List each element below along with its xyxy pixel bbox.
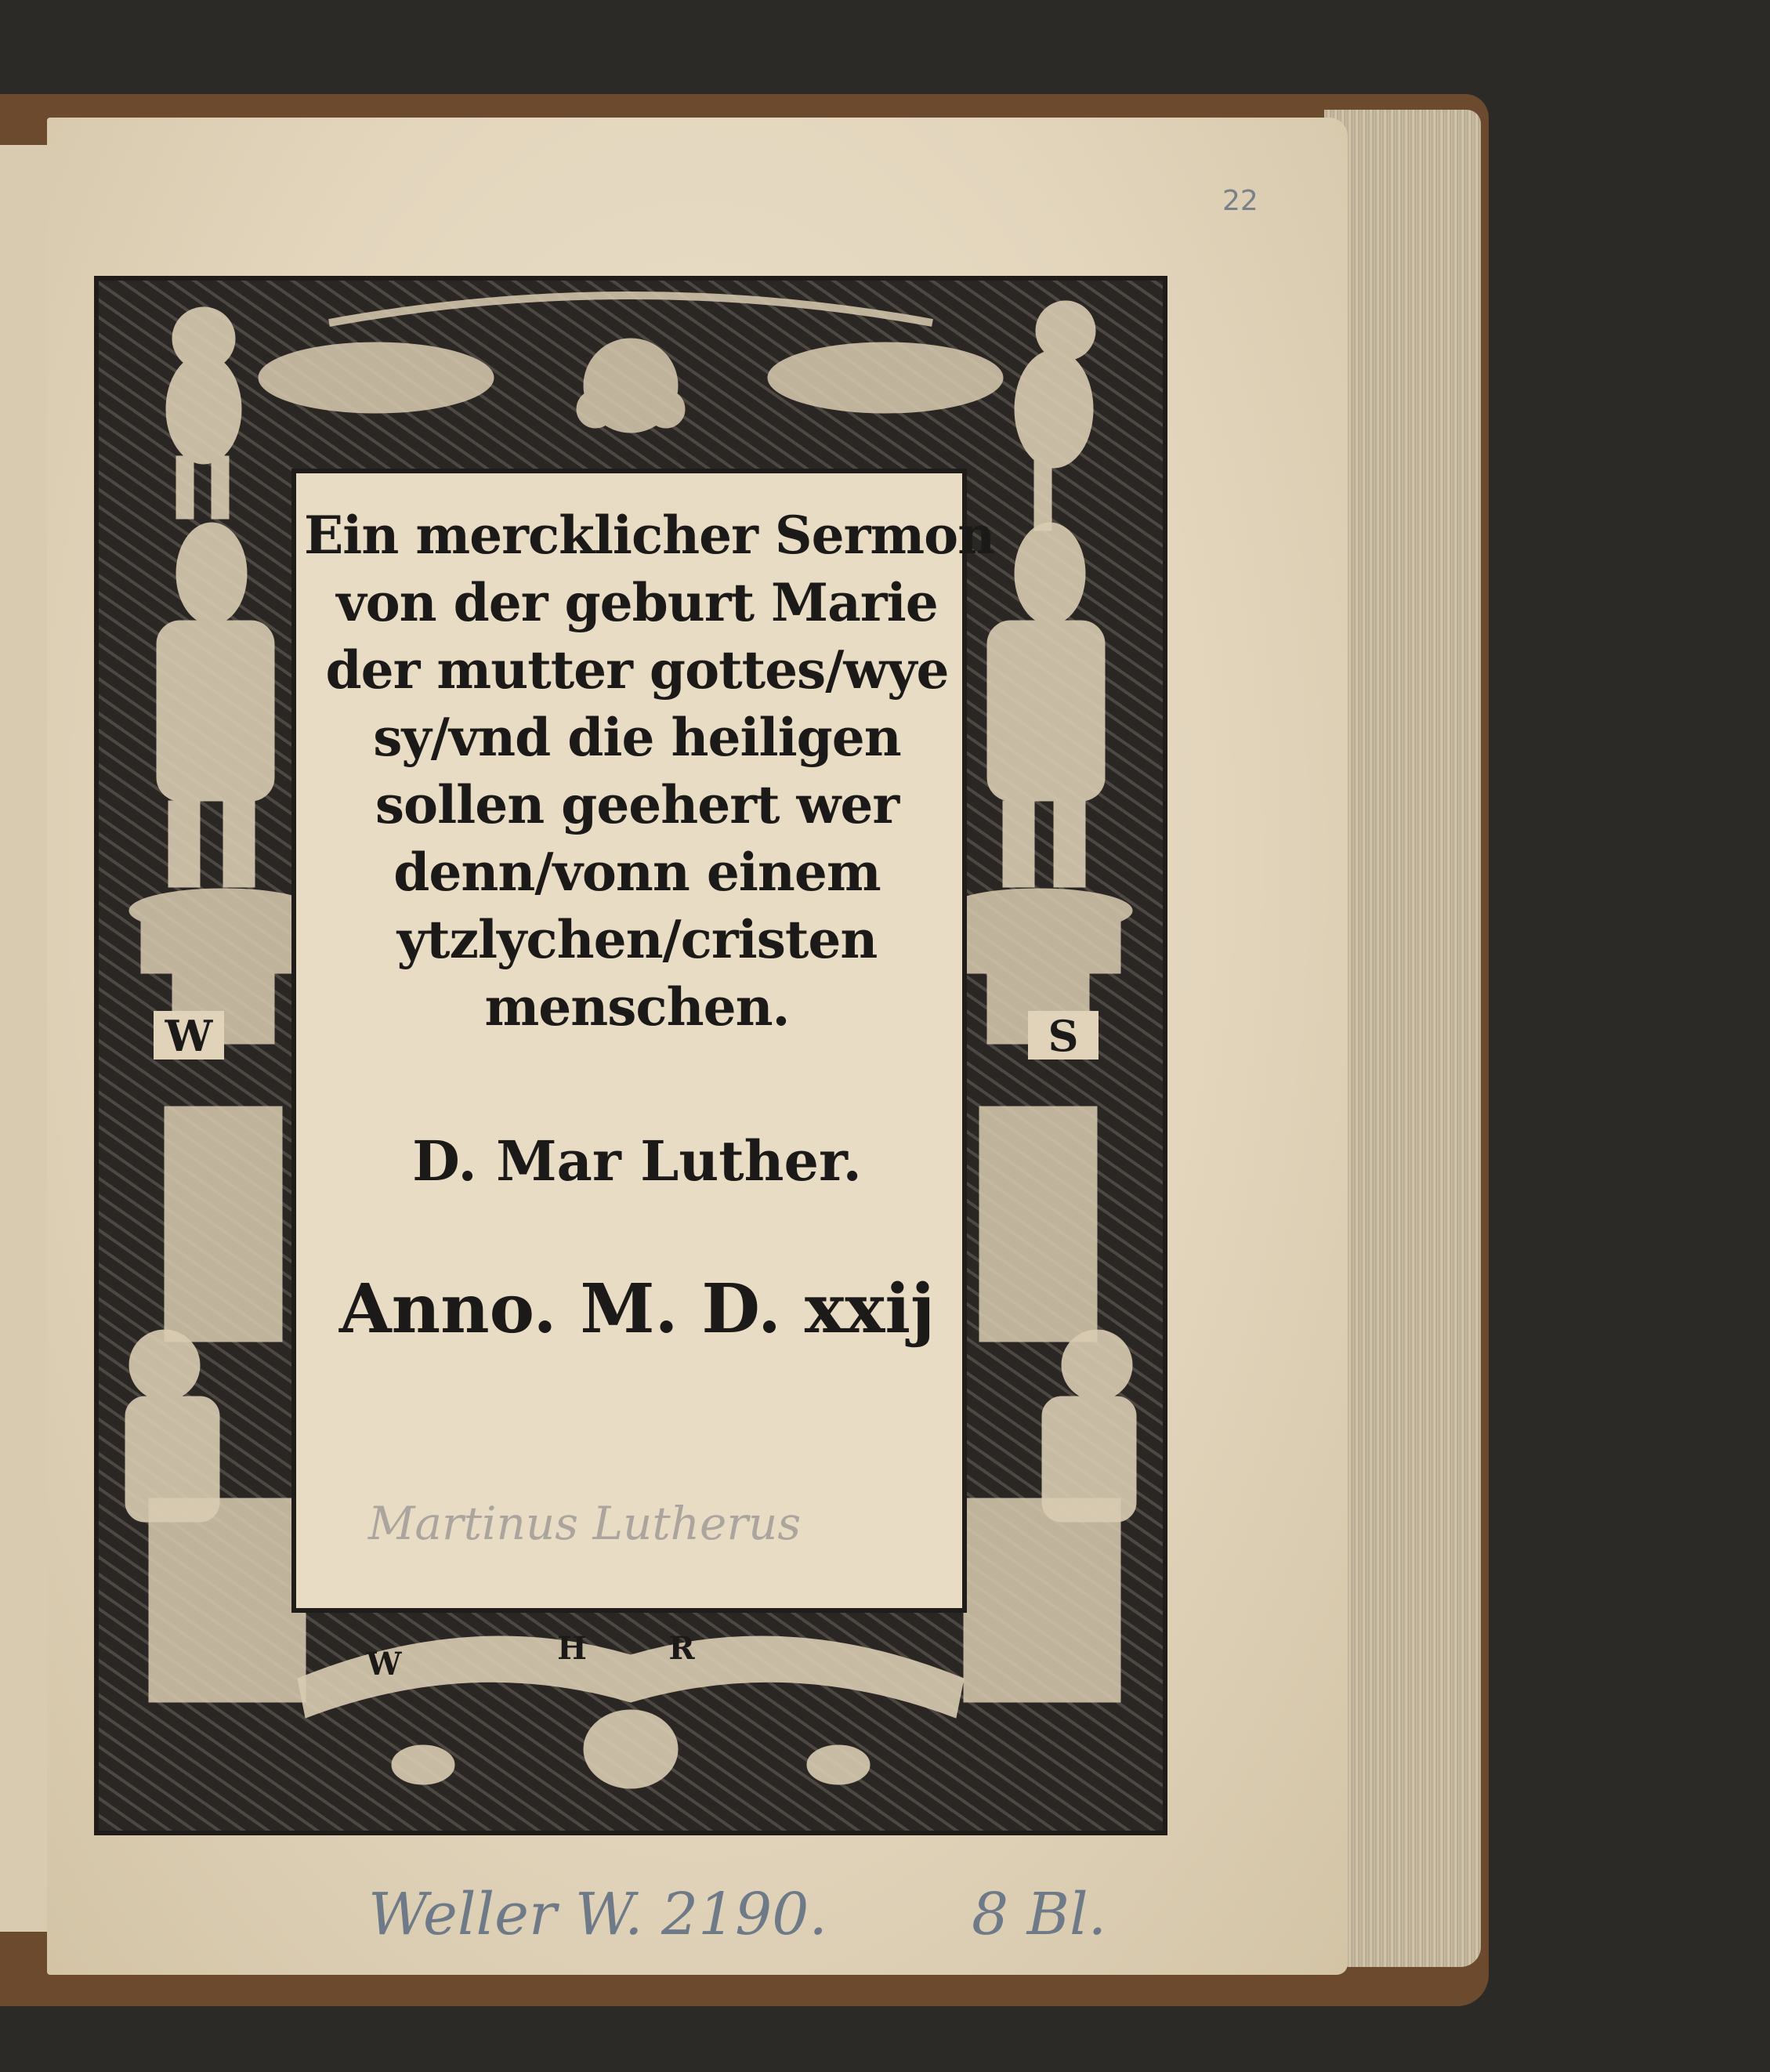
- title-line: sy/vnd die heiligen: [373, 707, 901, 768]
- pencil-inscription: Martinus Lutherus: [368, 1497, 802, 1550]
- cherub-left-figure: [166, 307, 241, 519]
- title-line: der mutter gottes/wye: [325, 639, 949, 701]
- title-block: [304, 502, 995, 1041]
- banner-letter: W: [366, 1646, 402, 1683]
- banner-letter: R: [668, 1630, 695, 1667]
- monkey-right-figure: [1015, 301, 1095, 531]
- catalog-reference: Weller W. 2190.: [368, 1881, 827, 1948]
- title-line: sollen geehert wer: [375, 774, 899, 835]
- page-number: 22: [1222, 185, 1258, 217]
- monk-left-figure: [125, 1330, 219, 1522]
- title-line: menschen.: [484, 976, 790, 1038]
- page-edges: [1324, 110, 1481, 1967]
- title-line: von der geburt Marie: [336, 572, 938, 633]
- column-initial-left: W: [154, 1011, 224, 1060]
- banner-letter: H: [557, 1630, 587, 1667]
- monk-right-figure: [1042, 1330, 1136, 1522]
- author-line: D. Mar Luther.: [412, 1128, 862, 1194]
- top-foliage-ornament: [259, 295, 1003, 433]
- jester-right-figure: [987, 523, 1105, 887]
- title-line: ytzlychen/cristen: [396, 909, 878, 970]
- title-line: Ein mercklicher Sermon: [304, 505, 995, 566]
- left-page-edge: [0, 145, 49, 1932]
- leaf-count-note: 8 Bl.: [972, 1881, 1107, 1948]
- column-initial-right: S: [1028, 1011, 1099, 1060]
- date-line: Anno. M. D. xxij: [338, 1270, 936, 1349]
- jester-left-figure: [157, 523, 274, 887]
- title-line: denn/vonn einem: [393, 842, 881, 903]
